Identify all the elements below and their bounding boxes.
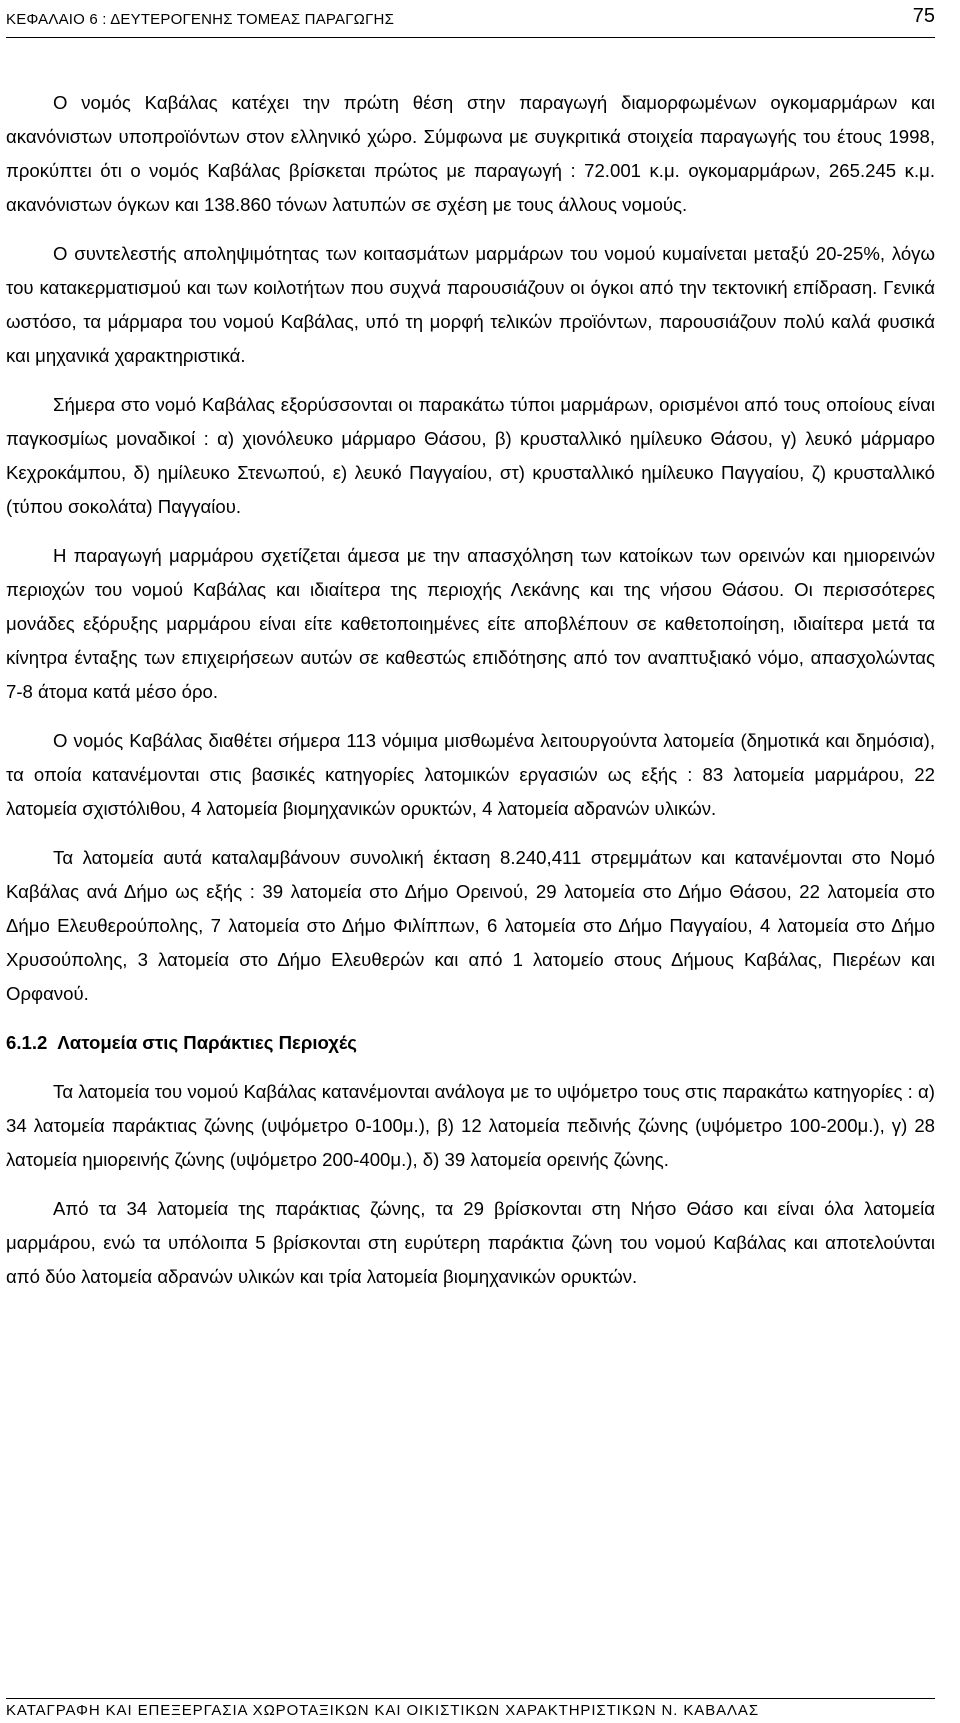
footer-text: ΚΑΤΑΓΡΑΦΗ ΚΑΙ ΕΠΕΞΕΡΓΑΣΙΑ ΧΩΡΟΤΑΞΙΚΩΝ ΚΑΙ ΟΙΚΙΣΤΙΚΩΝ ΧΑΡΑΚΤΗΡΙΣΤΙΚΩΝ Ν. ΚΑΒΑΛΑΣ	[6, 1702, 759, 1719]
paragraph-quarry-count: Ο νομός Καβάλας διαθέτει σήμερα 113 νόμιμα μισθωμένα λειτουργούντα λατομεία (δημοτικά και δημόσια), τα οποία κατανέμονται στις βασικές κατηγορίες λατομικών εργασιών ως εξής : 83 λατομεία μαρμάρου, 22 λατομεία σχιστόλιθου, 4 λατομεία βιομηχανικών ορυκτών, 4 λατομεία αδρανών υλικών.	[6, 730, 935, 819]
chapter-title: ΚΕΦΑΛΑΙΟ 6 : ΔΕΥΤΕΡΟΓΕΝΗΣ ΤΟΜΕΑΣ ΠΑΡΑΓΩΓΗΣ	[6, 11, 395, 28]
section-number: 6.1.2	[6, 1032, 48, 1053]
paragraph-recovery-rate: Ο συντελεστής αποληψιμότητας των κοιτασμάτων μαρμάρων του νομού κυμαίνεται μεταξύ 20-25%, λόγω του κατακερματισμού και των κοιλοτήτων που συχνά παρουσιάζουν οι όγκοι από την τεκτονική επίδραση. Γενικά ωστόσο, τα μάρμαρα του νομού Καβάλας, υπό τη μορφή τελικών προϊόντων, παρουσιάζουν πολύ καλά φυσικά και μηχανικά χαρακτηριστικά.	[6, 243, 935, 366]
paragraph-production-ranking: Ο νομός Καβάλας κατέχει την πρώτη θέση στην παραγωγή διαμορφωμένων ογκομαρμάρων και ακανόνιστων υποπροϊόντων στον ελληνικό χώρο. Σύμφωνα με συγκριτικά στοιχεία παραγωγής του έτους 1998, προκύπτει ότι ο νομός Καβάλας βρίσκεται πρώτος με παραγωγή : 72.001 κ.μ. ογκομαρμάρων, 265.245 κ.μ. ακανόνιστων όγκων και 138.860 τόνων λατυπών σε σχέση με τους άλλους νομούς.	[6, 92, 935, 215]
footer-divider	[6, 1698, 935, 1699]
section-title: Λατομεία στις Παράκτιες Περιοχές	[57, 1032, 357, 1053]
paragraph-coastal-quarries: Από τα 34 λατομεία της παράκτιας ζώνης, τα 29 βρίσκονται στη Νήσο Θάσο και είναι όλα λατομεία μαρμάρου, ενώ τα υπόλοιπα 5 βρίσκονται στη ευρύτερη παράκτια ζώνη του νομού Καβάλας και αποτελούνται από δύο λατομεία αδρανών υλικών και τρία λατομεία βιομηχανικών ορυκτών.	[6, 1198, 935, 1287]
header-divider	[6, 37, 935, 38]
page-header	[6, 5, 935, 35]
section-heading	[6, 1026, 935, 1060]
paragraph-quarry-distribution: Τα λατομεία αυτά καταλαμβάνουν συνολική έκταση 8.240,411 στρεμμάτων και κατανέμονται στο Νομό Καβάλας ανά Δήμο ως εξής : 39 λατομεία στο Δήμο Ορεινού, 29 λατομεία στο Δήμο Θάσου, 22 λατομεία στο Δήμο Ελευθερούπολης, 7 λατομεία στο Δήμο Φιλίππων, 6 λατομεία στο Δήμο Παγγαίου, 4 λατομεία στο Δήμο Χρυσούπολης, 3 λατομεία στο Δήμο Ελευθερών και από 1 λατομείο στους Δήμους Καβάλας, Πιερέων και Ορφανού.	[6, 847, 935, 1004]
document-page	[6, 0, 935, 1723]
paragraph-marble-types: Σήμερα στο νομό Καβάλας εξορύσσονται οι παρακάτω τύποι μαρμάρων, ορισμένοι από τους οποίους είναι παγκοσμίως μοναδικοί : α) χιονόλευκο μάρμαρο Θάσου, β) κρυσταλλικό ημίλευκο Θάσου, γ) λευκό μάρμαρο Κεχροκάμπου, δ) ημίλευκο Στενωπού, ε) λευκό Παγγαίου, στ) κρυσταλλικό ημίλευκο Παγγαίου, ζ) κρυσταλλικό (τύπου σοκολάτα) Παγγαίου.	[6, 394, 935, 517]
page-body	[6, 86, 935, 1309]
paragraph-employment: Η παραγωγή μαρμάρου σχετίζεται άμεσα με την απασχόληση των κατοίκων των ορεινών και ημιορεινών περιοχών του νομού Καβάλας και ιδιαίτερα της περιοχής Λεκάνης και της νήσου Θάσου. Οι περισσότερες μονάδες εξόρυξης μαρμάρου είναι είτε καθετοποιημένες είτε αποβλέπουν σε καθετοποίηση, ιδιαίτερα μετά τα κίνητρα ένταξης των επιχειρήσεων αυτών σε καθεστώς επιδότησης από τον αναπτυξιακό νόμο, απασχολώντας 7-8 άτομα κατά μέσο όρο.	[6, 545, 935, 702]
page-footer	[6, 1698, 935, 1723]
paragraph-altitude-zones: Τα λατομεία του νομού Καβάλας κατανέμονται ανάλογα με το υψόμετρο τους στις παρακάτω κατηγορίες : α) 34 λατομεία παράκτιας ζώνης (υψόμετρο 0-100μ.), β) 12 λατομεία πεδινής ζώνης (υψόμετρο 100-200μ.), γ) 28 λατομεία ημιορεινής ζώνης (υψόμετρο 200-400μ.), δ) 39 λατομεία ορεινής ζώνης.	[6, 1081, 935, 1170]
page-number: 75	[912, 5, 935, 27]
